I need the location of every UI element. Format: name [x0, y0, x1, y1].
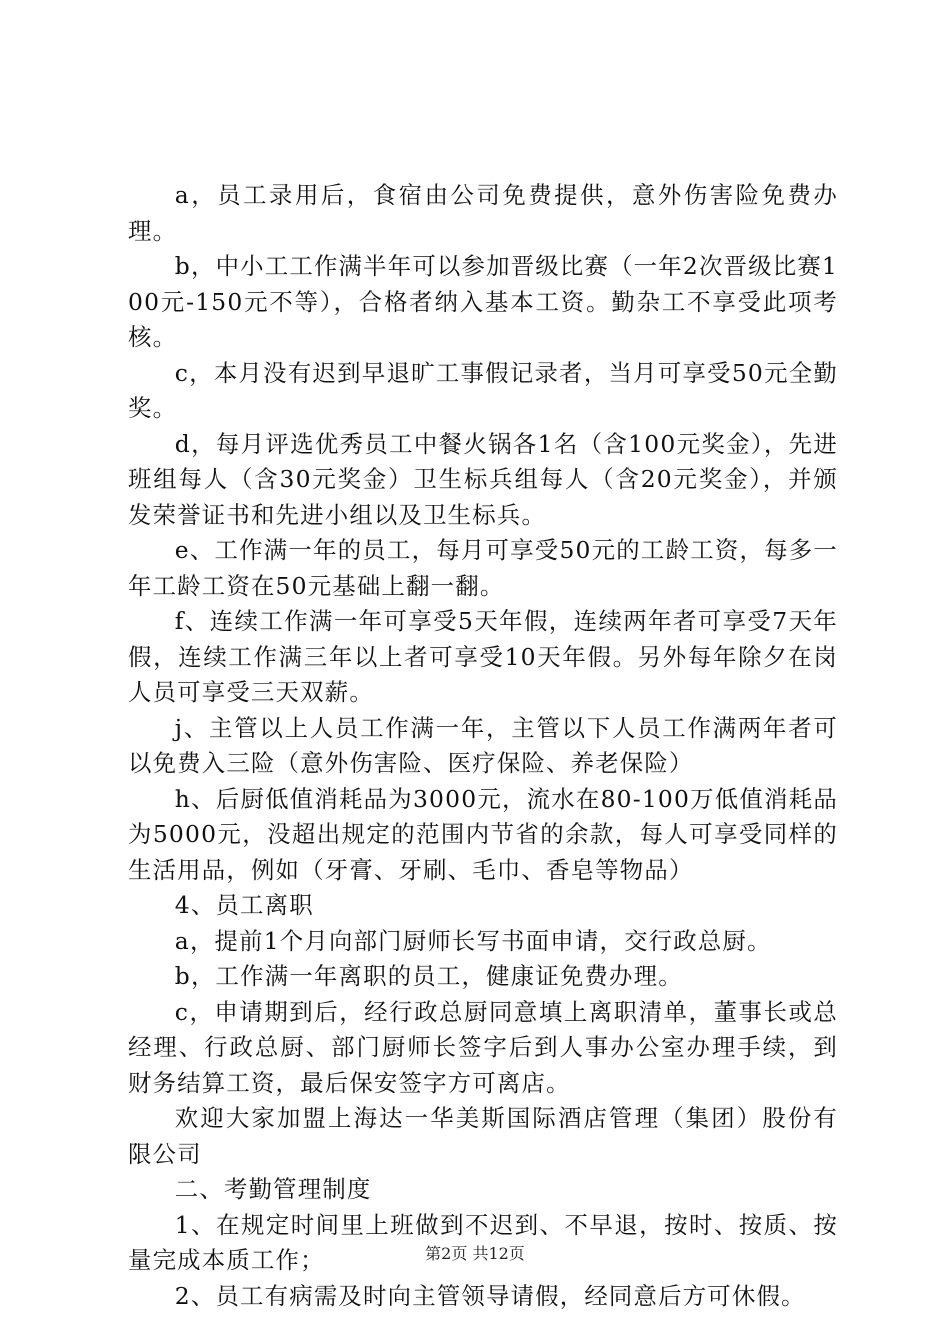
document-body [128, 178, 838, 1314]
paragraph-benefit-h: h、后厨低值消耗品为3000元，流水在80-100万低值消耗品为5000元，没超出规定的范围内节省的余款，每人可享受同样的生活用品，例如（牙膏、牙刷、毛巾、香皂等物品） [128, 784, 838, 884]
paragraph-benefit-c: c，本月没有迟到早退旷工事假记录者，当月可享受50元全勤奖。 [128, 358, 838, 422]
paragraph-resignation-b: b，工作满一年离职的员工，健康证免费办理。 [174, 962, 683, 990]
paragraph-resignation-a: a，提前1个月向部门厨师长写书面申请，交行政总厨。 [174, 926, 772, 955]
paragraph-benefit-b: b，中小工工作满半年可以参加晋级比赛（一年2次晋级比赛100元-150元不等），合格者纳入基本工资。勤杂工不享受此项考核。 [128, 252, 838, 351]
page-footer: 第2页 共12页 [425, 1244, 525, 1263]
section-heading-resignation: 4、员工离职 [174, 891, 314, 919]
section-heading-attendance: 二、考勤管理制度 [174, 1175, 372, 1203]
paragraph-benefit-j: j、主管以上人员工作满一年，主管以下人员工作满两年者可以免费入三险（意外伤害险、医疗保险、养老保险） [128, 713, 838, 777]
paragraph-attendance-1: 1、在规定时间里上班做到不迟到、不早退，按时、按质、按量完成本质工作； [128, 1210, 838, 1274]
paragraph-benefit-f: f、连续工作满一年可享受5天年假，连续两年者可享受7天年假，连续工作满三年以上者可享受10天年假。另外每年除夕在岗人员可享受三天双薪。 [128, 607, 838, 706]
paragraph-welcome: 欢迎大家加盟上海达一华美斯国际酒店管理（集团）股份有限公司 [128, 1104, 838, 1168]
paragraph-benefit-d: d，每月评选优秀员工中餐火锅各1名（含100元奖金），先进班组每人（含30元奖金）卫生标兵组每人（含20元奖金），并颁发荣誉证书和先进小组以及卫生标兵。 [128, 429, 838, 529]
paragraph-resignation-c: c，申请期到后，经行政总厨同意填上离职清单，董事长或总经理、行政总厨、部门厨师长签字后到人事办公室办理手续，到财务结算工资，最后保安签字方可离店。 [128, 997, 838, 1097]
paragraph-benefit-e: e、工作满一年的员工，每月可享受50元的工龄工资，每多一年工龄工资在50元基础上翻一翻。 [128, 536, 838, 600]
paragraph-benefit-a: a，员工录用后，食宿由公司免费提供，意外伤害险免费办理。 [128, 181, 838, 245]
paragraph-attendance-2: 2、员工有病需及时向主管领导请假，经同意后方可休假。 [174, 1281, 806, 1310]
